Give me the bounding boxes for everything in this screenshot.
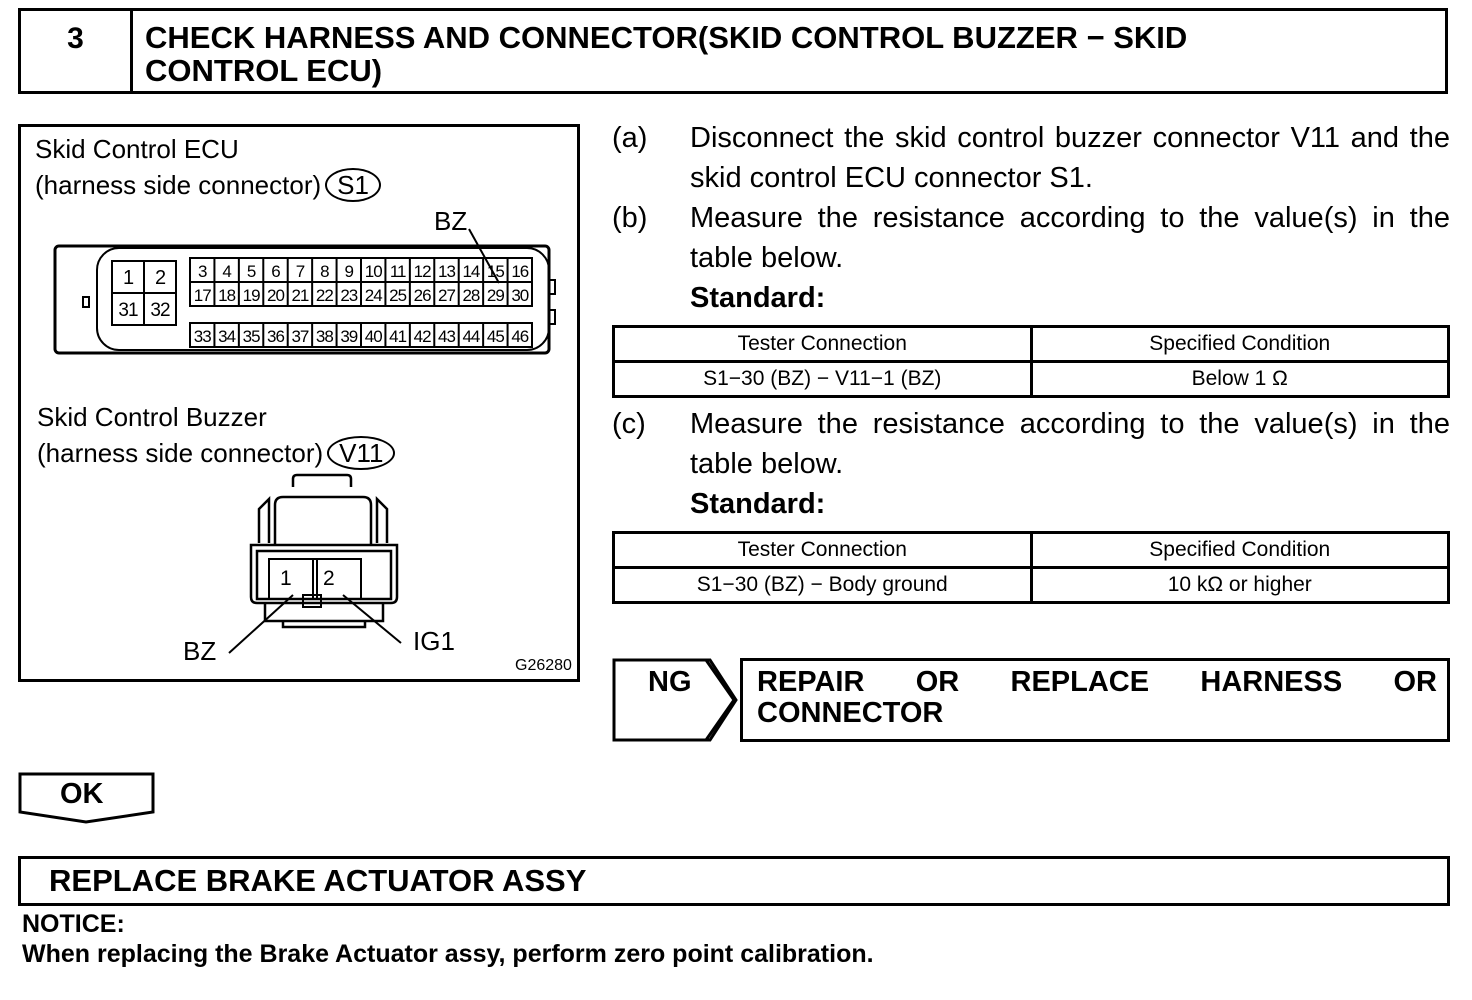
buzzer-pin-1: 1 [280, 567, 292, 590]
ecu-pin-number: 16 [511, 262, 529, 281]
final-action-box [18, 856, 1450, 906]
ecu-pin-number: 10 [364, 262, 382, 281]
final-action-text: REPLACE BRAKE ACTUATOR ASSY [49, 863, 587, 898]
buzzer-left-rail [259, 499, 269, 543]
table-header-row [614, 327, 1449, 362]
ecu-pin-number: 19 [242, 286, 260, 305]
step-b-line-1: Measure the resistance according to the value(s) in the [690, 202, 1450, 234]
step-c-standard: Standard: [690, 488, 826, 520]
step-b-line-2: table below. [690, 242, 844, 274]
buzzer-subtitle-row [37, 435, 395, 471]
ecu-pin-number: 12 [413, 262, 431, 281]
spec-table-2 [612, 531, 1450, 604]
ecu-pin-number: 21 [291, 286, 309, 305]
figure-id: G26280 [515, 657, 572, 674]
notice-text: When replacing the Brake Actuator assy, perform zero point calibration. [22, 940, 874, 968]
ecu-pin-number: 42 [413, 327, 431, 346]
ecu-pin-number: 6 [271, 262, 280, 281]
step-number: 3 [21, 11, 133, 91]
ecu-latch-left [83, 297, 89, 307]
ecu-pin-number: 2 [154, 267, 166, 289]
buzzer-right-rail [377, 499, 387, 543]
ecu-pin-number: 32 [150, 300, 170, 321]
step-title [145, 21, 1435, 87]
table-header-row [614, 533, 1449, 568]
ecu-pin-number: 3 [197, 262, 207, 281]
buzzer-title: Skid Control Buzzer [37, 402, 267, 432]
buzzer-cavity-2 [313, 559, 361, 599]
table-header-cell: Specified Condition [1031, 327, 1449, 362]
table-cell: S1−30 (BZ) − V11−1 (BZ) [614, 362, 1032, 397]
table-header-cell: Tester Connection [614, 533, 1032, 568]
ng-result-box [740, 658, 1450, 742]
ecu-pin-number: 5 [246, 262, 256, 281]
ecu-bz-label: BZ [434, 206, 468, 236]
step-b-standard: Standard: [690, 282, 826, 314]
ng-label: NG [648, 666, 692, 698]
buzzer-bz-label: BZ [183, 636, 217, 666]
ng-result-line-2: CONNECTOR [757, 697, 944, 729]
ecu-pin-number: 13 [438, 262, 455, 281]
ecu-pin-number: 9 [344, 262, 354, 281]
table-row [614, 568, 1449, 603]
ecu-pin-number: 15 [486, 262, 504, 281]
ecu-pin-number: 11 [389, 262, 406, 281]
ecu-pin-number: 17 [193, 286, 211, 305]
ecu-pin-number: 37 [291, 327, 309, 346]
ecu-pin-number: 23 [340, 286, 358, 305]
table-cell: S1−30 (BZ) − Body ground [614, 568, 1032, 603]
step-title-line-2: CONTROL ECU) [145, 53, 383, 88]
table-row [614, 362, 1449, 397]
ng-result-text [757, 667, 1437, 729]
ecu-pin-number: 26 [413, 286, 431, 305]
step-b-letter: (b) [612, 202, 648, 234]
ecu-pin-number: 25 [389, 286, 407, 305]
ecu-pin-number: 1 [122, 267, 134, 289]
buzzer-connector-drawing [229, 475, 401, 653]
buzzer-connector-code: V11 [327, 436, 395, 470]
ecu-pin-number: 24 [364, 286, 382, 305]
ecu-pin-number: 8 [320, 262, 329, 281]
ecu-pin-number: 20 [267, 286, 284, 305]
buzzer-pin-2: 2 [323, 567, 335, 590]
ecu-pin-number: 44 [462, 327, 480, 346]
ecu-latch-bottom [549, 310, 555, 324]
ecu-pin-number: 31 [118, 300, 138, 321]
connector-diagram [18, 124, 580, 682]
spec-table-1 [612, 325, 1450, 398]
ng-result-line-1: REPAIR OR REPLACE HARNESS OR [757, 666, 1437, 698]
buzzer-lower-body [265, 603, 383, 621]
ecu-pin-number: 14 [462, 262, 480, 281]
ecu-pin-number: 22 [315, 286, 333, 305]
table-header-cell: Specified Condition [1031, 533, 1449, 568]
ecu-pin-number: 18 [218, 286, 236, 305]
step-header [18, 8, 1448, 94]
ecu-pin-number: 36 [267, 327, 284, 346]
ecu-pin-number: 38 [315, 327, 333, 346]
buzzer-cavity-1 [269, 559, 317, 599]
buzzer-top-tab [293, 475, 351, 487]
ecu-pin-number: 34 [218, 327, 236, 346]
ecu-pin-number: 33 [193, 327, 211, 346]
step-c-line-1: Measure the resistance according to the value(s) in the [690, 408, 1450, 440]
step-c-letter: (c) [612, 408, 646, 440]
step-c-line-2: table below. [690, 448, 844, 480]
ecu-subtitle: (harness side connector) [35, 170, 322, 200]
ecu-pin-number: 28 [462, 286, 480, 305]
ecu-connector-code: S1 [325, 168, 381, 202]
step-title-line-1: CHECK HARNESS AND CONNECTOR(SKID CONTROL BUZZER − SKID [145, 20, 1188, 55]
ecu-pin-number: 46 [511, 327, 529, 346]
ecu-pin-number: 4 [222, 262, 231, 281]
ecu-pin-number: 39 [340, 327, 358, 346]
step-a-line-2: skid control ECU connector S1. [690, 162, 1093, 194]
step-a-letter: (a) [612, 122, 648, 154]
buzzer-ig1-label: IG1 [413, 626, 455, 656]
ecu-pin-number: 29 [486, 286, 504, 305]
table-cell: 10 kΩ or higher [1031, 568, 1449, 603]
ecu-pin-number: 35 [242, 327, 260, 346]
buzzer-top-body [275, 497, 371, 545]
ecu-latch-top [549, 280, 555, 294]
table-header-cell: Tester Connection [614, 327, 1032, 362]
ecu-pin-number: 7 [295, 262, 305, 281]
ecu-pin-number: 43 [438, 327, 455, 346]
ecu-pin-number: 40 [364, 327, 382, 346]
ok-label: OK [60, 778, 104, 810]
ecu-title: Skid Control ECU [35, 134, 239, 164]
ecu-pin-number: 27 [438, 286, 455, 305]
buzzer-subtitle: (harness side connector) [37, 438, 324, 468]
table-cell: Below 1 Ω [1031, 362, 1449, 397]
notice-label: NOTICE: [22, 910, 125, 938]
step-a-line-1: Disconnect the skid control buzzer connector V11 and the [690, 122, 1450, 154]
ecu-pin-number: 30 [511, 286, 529, 305]
ecu-pin-number: 41 [389, 327, 407, 346]
ecu-pin-number: 45 [486, 327, 504, 346]
